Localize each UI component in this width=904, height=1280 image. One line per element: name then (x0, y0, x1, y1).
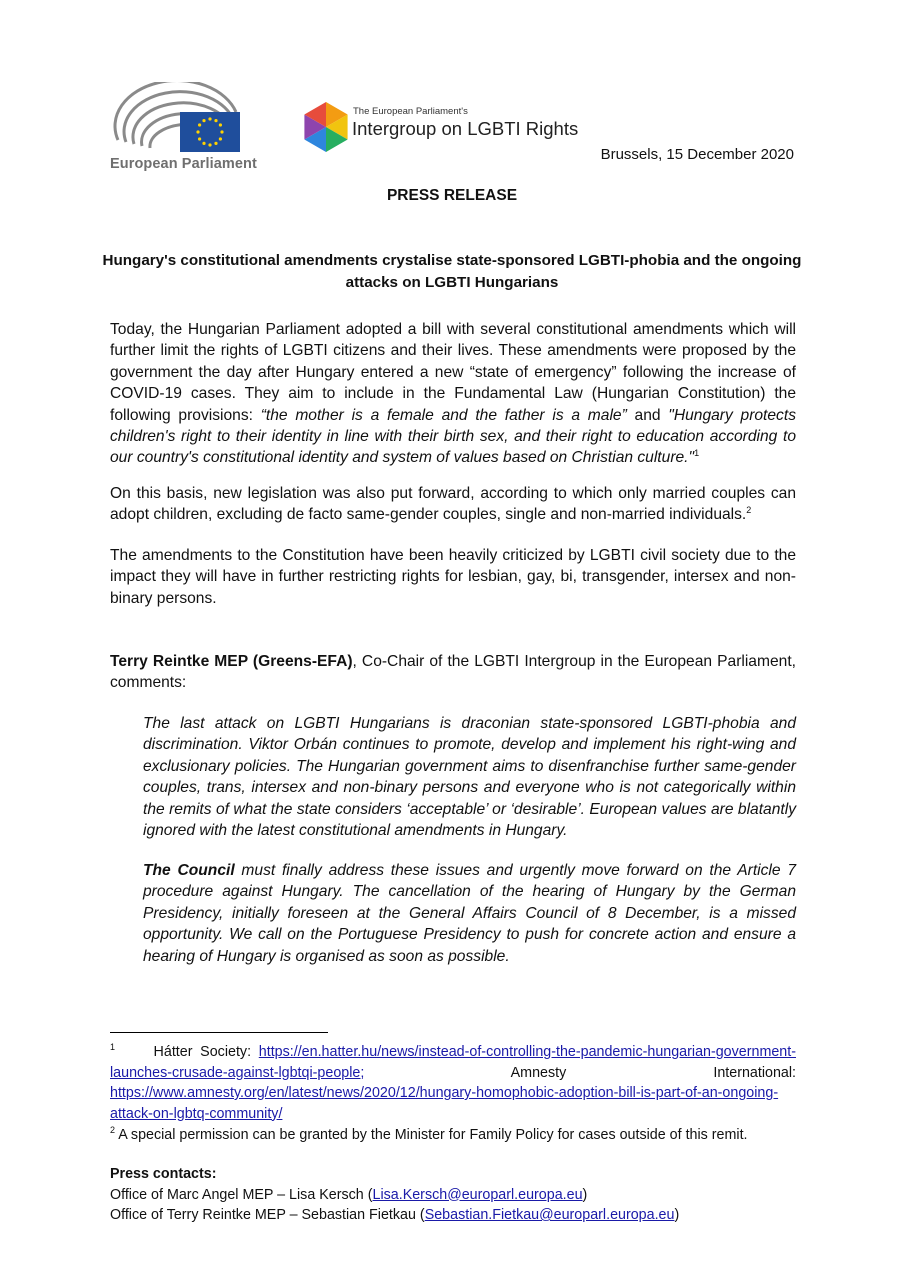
paragraph-3: The amendments to the Constitution have been heavily criticized by LGBTI civil society due to the impact they will have in further restricting rights for lesbian, gay, bi, transgender, intersex and non-binary persons. (110, 547, 796, 607)
footnote-divider (110, 1032, 328, 1033)
footnote-1-amnesty-link[interactable]: https://www.amnesty.org/en/latest/news/2020/12/hungary-homophobic-adoption-bill-is-part-of-an-ongoing-attack-on-lgbtq-community/ (110, 1085, 779, 1122)
paragraph-1-and: and (626, 406, 669, 424)
contact-2 (110, 1205, 679, 1226)
footnote-1-amnesty-label: Amnesty International: (510, 1064, 797, 1081)
paragraph-1-quote-1: “the mother is a female and the father is a male” (260, 406, 627, 424)
headline: Hungary's constitutional amendments crystalise state-sponsored LGBTI-phobia and the ongoing attacks on LGBTI Hungarians (102, 252, 802, 291)
paragraph-1-quote-2: "Hungary protects children's right to their identity in line with their birth sex, and their right to education according to our country's constitutional identity and system of values based on Christian culture." (110, 406, 796, 467)
footnote-ref-2[interactable]: 2 (746, 505, 752, 516)
intergroup-hexagon-logo (303, 101, 349, 153)
contact-2-email[interactable]: Sebastian.Fietkau@europarl.europa.eu (424, 1207, 675, 1223)
contact-2-close: ) (674, 1207, 680, 1223)
quote-1: The last attack on LGBTI Hungarians is draconian state-sponsored LGBTI-phobia and discrimination. Viktor Orbán continues to promote, develop and implement his right-wing and exclusionary policies. The Hungarian government aims to disenfranchise further same-gender couples, trans, intersex and non-binary persons and everyone who is not categorically within the remits of what the state considers ‘acceptable’ or ‘desirable’. European values are blatantly ignored with the latest constitutional amendments in Hungary. (143, 715, 796, 840)
footnote-1-hatter-link[interactable]: https://en.hatter.hu/news/instead-of-controlling-the-pandemic-hungarian-government-launches-crusade-against-lgbtqi-people; (110, 1044, 796, 1081)
quote-2-text: must finally address these issues and urgently move forward on the Article 7 procedure against Hungary. The cancellation of the hearing of Hungary by the German Presidency, initially foreseen at the General Affairs Council of 8 December, is a missed opportunity. We call on the Portuguese Presidency to push for concrete action and ensure a hearing of Hungary is organised as soon as possible. (143, 862, 796, 965)
paragraph-1 (110, 319, 796, 469)
paragraph-4 (110, 651, 796, 694)
footnote-2-text: A special permission can be granted by the Minister for Family Policy for cases outside of this remit. (118, 1127, 748, 1143)
footnote-1-hatter-label: Hátter Society: (153, 1044, 252, 1060)
intergroup-subtitle: The European Parliament's (353, 106, 468, 117)
ep-logo-text: European Parliament (110, 156, 257, 172)
press-release-label: PRESS RELEASE (386, 187, 518, 204)
contact-1-close: ) (582, 1186, 588, 1203)
paragraph-1-text: Today, the Hungarian Parliament adopted a bill with several constitutional amendments which will further limit the rights of LGBTI citizens and their lives. These amendments were proposed by the government the day after Hungary entered a new “state of emergency” following the increase of COVID-19 cases. They aim to include in the Fundamental Law (Hungarian Constitution) the following provisions: (110, 321, 796, 424)
paragraph-2-text: On this basis, new legislation was also put forward, according to which only married couples can adopt children, excluding de facto same-gender couples, single and non-married individuals. (110, 485, 796, 524)
contact-1-email[interactable]: Lisa.Kersch@europarl.europa.eu (372, 1186, 583, 1203)
press-contacts-heading: Press contacts: (110, 1166, 217, 1182)
footnote-1 (110, 1042, 796, 1124)
footnote-ref-1[interactable]: 1 (694, 448, 700, 459)
quote-2-bold: The Council (143, 862, 235, 879)
paragraph-2 (110, 483, 796, 526)
quote-2 (143, 860, 796, 967)
paragraph-4-text: , Co-Chair of the LGBTI Intergroup in the European Parliament, comments: (110, 653, 796, 692)
date-line: Brussels, 15 December 2020 (600, 146, 794, 163)
speaker-name: Terry Reintke MEP (Greens-EFA) (110, 653, 353, 670)
intergroup-title: Intergroup on LGBTI Rights (352, 118, 579, 139)
contact-2-text: Office of Terry Reintke MEP – Sebastian Fietkau ( (110, 1207, 425, 1223)
contact-1 (110, 1185, 679, 1206)
footnote-2 (110, 1125, 796, 1146)
contact-1-text: Office of Marc Angel MEP – Lisa Kersch ( (110, 1186, 373, 1203)
footnote-1-number: 1 (110, 1042, 116, 1053)
footnote-2-number: 2 (110, 1125, 116, 1136)
press-contacts (110, 1164, 679, 1226)
